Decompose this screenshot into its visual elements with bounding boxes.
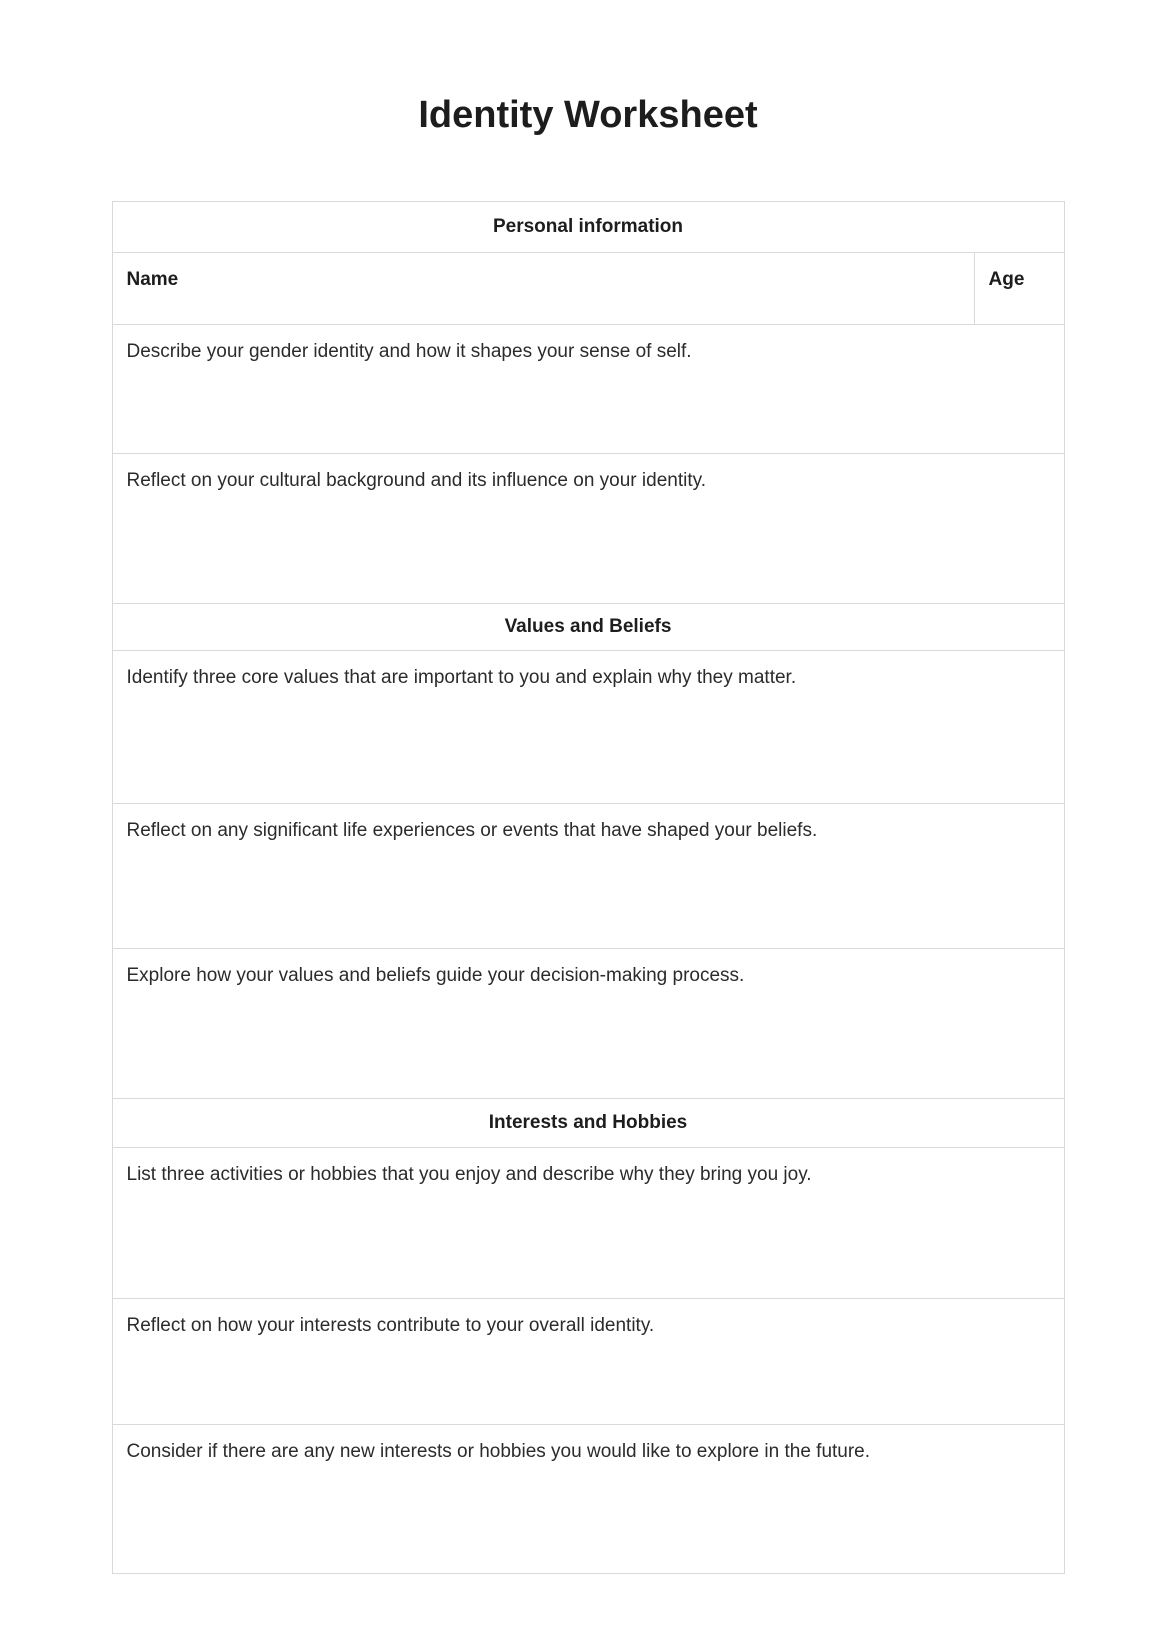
prompt-cell-life-experiences: Reflect on any significant life experiences or events that have shaped your beliefs. (126, 819, 818, 841)
prompt-row (113, 1147, 1064, 1298)
page-title: Identity Worksheet (418, 94, 758, 136)
section-header-label: Values and Beliefs (504, 615, 672, 637)
prompt-row (113, 1424, 1064, 1573)
prompt-cell-interests-contribute: Reflect on how your interests contribute to your overall identity. (126, 1314, 655, 1336)
prompt-row (113, 803, 1064, 948)
section-header-values-and-beliefs (113, 603, 1064, 650)
section-header-label: Interests and Hobbies (488, 1111, 688, 1133)
prompt-cell-activities-hobbies: List three activities or hobbies that you enjoy and describe why they bring you joy. (126, 1163, 812, 1185)
section-header-personal-information (113, 202, 1064, 252)
worksheet-page (112, 0, 1065, 1574)
prompt-cell-decision-making: Explore how your values and beliefs guide your decision-making process. (126, 964, 745, 986)
prompt-row (113, 324, 1064, 453)
prompt-row (113, 1298, 1064, 1424)
prompt-row (113, 453, 1064, 603)
prompt-cell-core-values: Identify three core values that are important to you and explain why they matter. (126, 666, 797, 688)
prompt-cell-new-interests: Consider if there are any new interests or hobbies you would like to explore in the future. (126, 1440, 871, 1462)
age-label-cell: Age (988, 268, 1025, 290)
name-age-row (113, 252, 1064, 324)
section-header-label: Personal information (492, 215, 684, 237)
section-header-interests-and-hobbies (113, 1098, 1064, 1147)
prompt-cell-gender-identity: Describe your gender identity and how it shapes your sense of self. (126, 340, 692, 362)
prompt-row (113, 650, 1064, 803)
name-label-cell: Name (113, 253, 975, 324)
prompt-cell-cultural-background: Reflect on your cultural background and its influence on your identity. (126, 469, 706, 491)
prompt-row (113, 948, 1064, 1098)
worksheet-table (112, 201, 1065, 1574)
